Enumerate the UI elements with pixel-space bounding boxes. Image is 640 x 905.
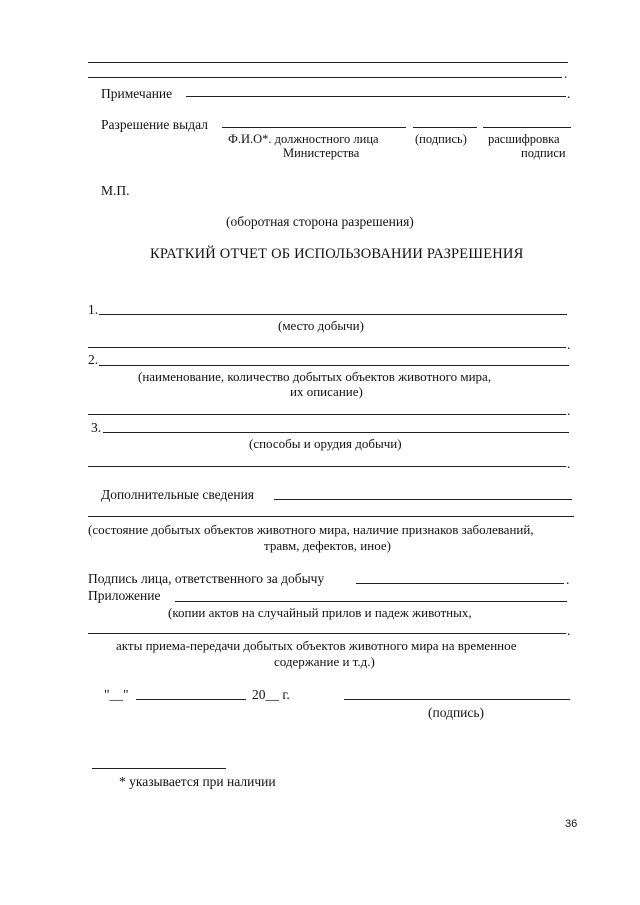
item-1-period: . xyxy=(567,337,571,352)
additional-line-2 xyxy=(88,516,574,517)
date-day: "__" xyxy=(104,687,129,702)
responsible-period: . xyxy=(566,572,570,587)
item-3-period: . xyxy=(567,456,571,471)
signature-line xyxy=(344,699,570,700)
footnote-separator xyxy=(92,768,226,769)
item-3-line xyxy=(103,432,569,433)
attachment-period: . xyxy=(567,623,571,638)
issuer-fio-line xyxy=(222,127,406,128)
note-line xyxy=(186,96,566,97)
attachment-line xyxy=(175,601,567,602)
date-year: 20__ г. xyxy=(252,687,290,702)
footnote-text: * указывается при наличии xyxy=(119,774,276,789)
item-2-caption-1: (наименование, количество добытых объектов животного мира, xyxy=(138,369,492,384)
item-1-line-2 xyxy=(88,347,566,348)
page-number: 36 xyxy=(565,818,578,830)
responsible-line xyxy=(356,583,564,584)
issuer-caption-decode-1: расшифровка xyxy=(488,132,560,146)
attachment-line-2 xyxy=(88,633,566,634)
additional-label: Дополнительные сведения xyxy=(101,487,255,502)
item-2-line-2 xyxy=(88,414,566,415)
additional-caption-1: (состояние добытых объектов животного мира, наличие признаков заболеваний, xyxy=(88,522,534,537)
issuer-caption-fio-2: Министерства xyxy=(283,146,360,160)
attachment-label: Приложение xyxy=(88,588,161,603)
item-1-caption: (место добычи) xyxy=(278,318,364,333)
issuer-caption-decode-2: подписи xyxy=(521,146,566,160)
item-3-number: 3. xyxy=(91,420,102,435)
additional-line xyxy=(274,499,572,500)
responsible-label: Подпись лица, ответственного за добычу xyxy=(88,571,325,586)
issuer-caption-sign: (подпись) xyxy=(415,132,467,146)
item-2-period: . xyxy=(567,403,571,418)
issuer-decode-line xyxy=(483,127,571,128)
signature-caption: (подпись) xyxy=(428,705,485,720)
item-3-line-2 xyxy=(88,466,566,467)
attachment-caption-2: акты приема-передачи добытых объектов животного мира на временное xyxy=(116,638,517,653)
item-3-caption: (способы и орудия добычи) xyxy=(249,436,402,451)
item-2-caption-2: их описание) xyxy=(290,384,363,399)
reverse-side-note: (оборотная сторона разрешения) xyxy=(226,214,414,229)
note-period: . xyxy=(567,86,571,101)
report-title: КРАТКИЙ ОТЧЕТ ОБ ИСПОЛЬЗОВАНИИ РАЗРЕШЕНИЯ xyxy=(150,246,524,262)
item-1-number: 1. xyxy=(88,302,99,317)
top-line-1 xyxy=(88,62,568,63)
additional-caption-2: травм, дефектов, иное) xyxy=(264,538,391,553)
issuer-label: Разрешение выдал xyxy=(101,117,208,132)
date-month-line xyxy=(136,699,246,700)
item-2-line xyxy=(99,365,569,366)
note-label: Примечание xyxy=(101,86,173,101)
top-line-2 xyxy=(88,77,562,78)
attachment-caption-3: содержание и т.д.) xyxy=(274,654,375,669)
attachment-caption-1: (копии актов на случайный прилов и падеж животных, xyxy=(168,605,472,620)
issuer-sign-line xyxy=(413,127,477,128)
issuer-caption-fio-1: Ф.И.О*. должностного лица xyxy=(228,132,379,146)
stamp-placeholder: М.П. xyxy=(101,183,130,198)
top-period: . xyxy=(564,66,568,81)
item-2-number: 2. xyxy=(88,352,99,367)
item-1-line xyxy=(99,314,567,315)
